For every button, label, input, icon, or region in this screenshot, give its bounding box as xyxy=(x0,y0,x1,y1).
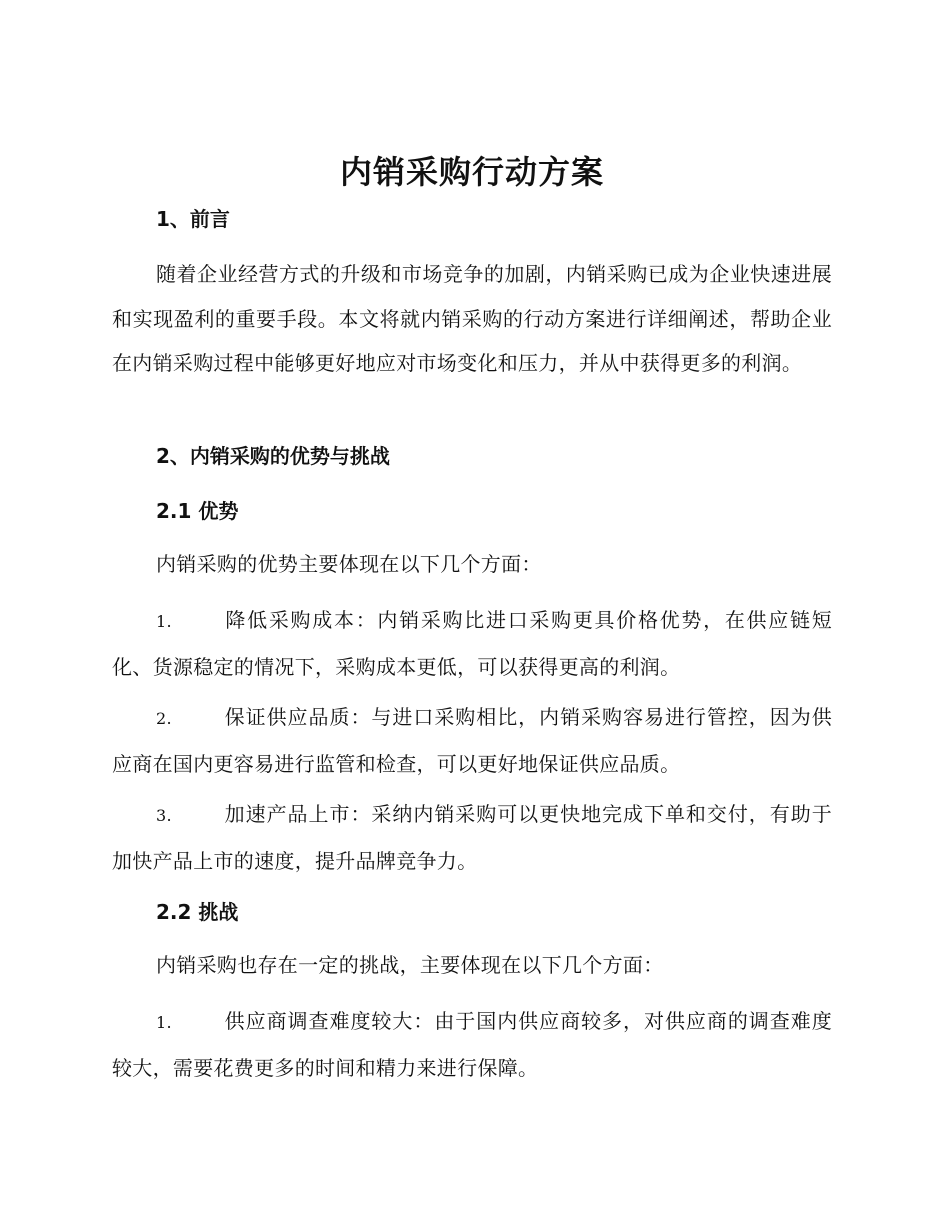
list-item-text: 降低采购成本：内销采购比进口采购更具价格优势，在供应链短化、货源稳定的情况下，采购成本更低，可以获得更高的利润。 xyxy=(112,608,832,679)
list-item-number: 1. xyxy=(156,612,172,631)
preface-paragraph: 随着企业经营方式的升级和市场竞争的加剧，内销采购已成为企业快速进展和实现盈利的重要手段。本文将就内销采购的行动方案进行详细阐述，帮助企业在内销采购过程中能够更好地应对市场变化和压力，并从中获得更多的利润。 xyxy=(112,262,832,375)
list-item xyxy=(112,598,832,689)
subsection-heading-advantages: 2.1 优势 xyxy=(156,499,239,523)
advantages-intro: 内销采购的优势主要体现在以下几个方面： xyxy=(156,552,542,576)
section-heading-advantages-challenges: 2、内销采购的优势与挑战 xyxy=(156,444,390,468)
list-item-number: 1. xyxy=(156,1013,172,1032)
list-item xyxy=(112,792,832,883)
challenges-intro: 内销采购也存在一定的挑战，主要体现在以下几个方面： xyxy=(156,953,664,977)
list-item-text: 保证供应品质：与进口采购相比，内销采购容易进行管控，因为供应商在国内更容易进行监管和检查，可以更好地保证供应品质。 xyxy=(112,705,832,776)
list-item xyxy=(112,999,832,1090)
section-heading-preface: 1、前言 xyxy=(156,207,230,231)
list-item-text: 供应商调查难度较大：由于国内供应商较多，对供应商的调查难度较大，需要花费更多的时间和精力来进行保障。 xyxy=(112,1009,832,1080)
document-title: 内销采购行动方案 xyxy=(339,153,604,191)
list-item-text: 加速产品上市：采纳内销采购可以更快地完成下单和交付，有助于加快产品上市的速度，提升品牌竞争力。 xyxy=(112,802,832,873)
list-item-number: 3. xyxy=(156,806,172,825)
list-item xyxy=(112,695,832,786)
subsection-heading-challenges: 2.2 挑战 xyxy=(156,900,239,924)
list-item-number: 2. xyxy=(156,709,172,728)
